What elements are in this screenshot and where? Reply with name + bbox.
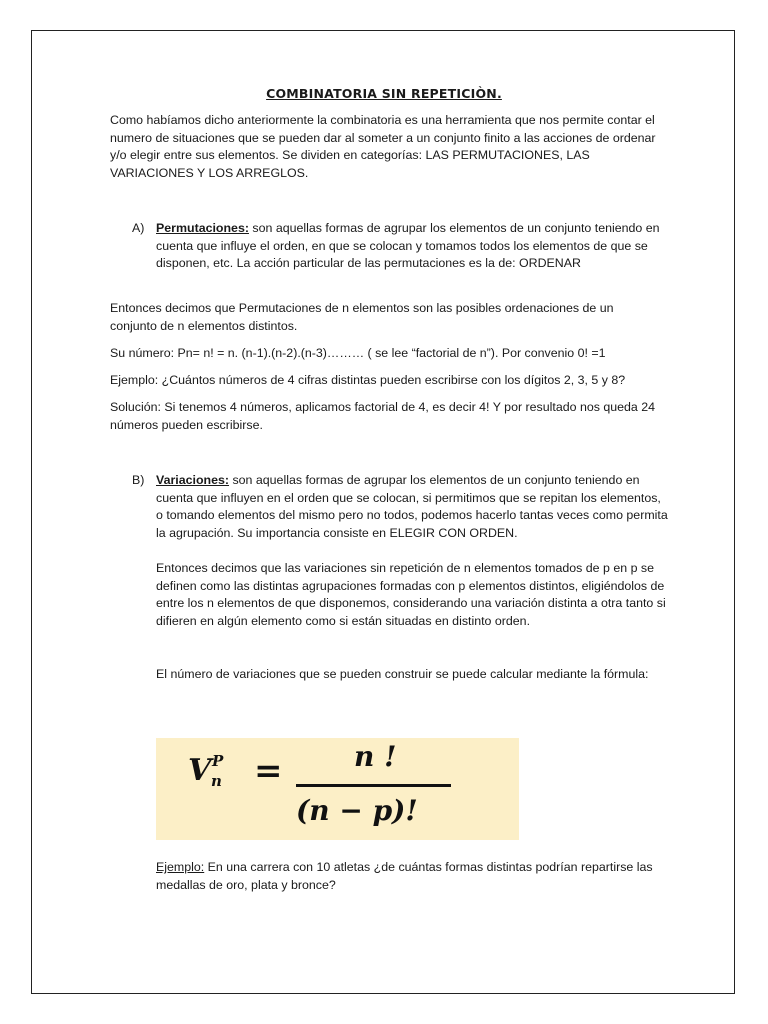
formula-subscript: n bbox=[211, 772, 222, 790]
variation-formula bbox=[156, 738, 519, 840]
section-b-text: son aquellas formas de agrupar los elementos de un conjunto teniendo en cuenta que influyen en el orden que se colocan, si permitimos que se repitan los elementos, o tomando elementos del mismo pero no todos, podemos hacerlo tantas veces como permita la agrupación. Su importancia consiste en ELEGIR CON ORDEN. bbox=[156, 473, 668, 540]
section-a-term: Permutaciones: bbox=[156, 221, 249, 235]
permutation-example: Ejemplo: ¿Cuántos números de 4 cifras distintas pueden escribirse con los dígitos 2, 3, 5 y 8? bbox=[110, 373, 626, 387]
section-a-marker: A) bbox=[132, 221, 145, 235]
example-label: Ejemplo: bbox=[156, 860, 205, 874]
section-a-paragraph bbox=[156, 220, 671, 273]
formula-equals: = bbox=[254, 751, 283, 791]
formula-superscript: P bbox=[212, 752, 224, 770]
section-a-text: son aquellas formas de agrupar los elementos de un conjunto teniendo en cuenta que influye el orden, en que se colocan y tomamos todos los elementos de que se disponen, etc. La acción particular de las permutaciones es la de: ORDENAR bbox=[156, 221, 660, 271]
formula-box bbox=[156, 738, 519, 840]
intro-paragraph: Como habíamos dicho anteriormente la combinatoria es una herramienta que nos permite contar el numero de situaciones que se pueden dar al someter a un conjunto finito a las acciones de ordenar y/o elegir entre sus elementos. Se dividen en categorías: LAS PERMUTACIONES, LAS VARIACIONES Y LOS ARREGLOS. bbox=[110, 113, 656, 180]
section-b-paragraph bbox=[156, 472, 671, 542]
permutation-number-line: Su número: Pn= n! = n. (n-1).(n-2).(n-3)……… ( se lee “factorial de n”). Por convenio 0! =1 bbox=[110, 346, 606, 360]
variation-definition: Entonces decimos que las variaciones sin repetición de n elementos tomados de p en p se definen como las distintas agrupaciones formadas con p elementos distintos, eligiéndolos de entre los n elementos de que disponemos, considerando una variación distinta a otra tanto si difieren en algún elemento como si están situadas en distinto orden. bbox=[156, 561, 666, 628]
permutation-solution: Solución: Si tenemos 4 números, aplicamos factorial de 4, es decir 4! Y por resultado nos queda 24 números pueden escribirse. bbox=[110, 400, 656, 432]
formula-numerator: n ! bbox=[354, 740, 397, 773]
formula-denominator: (n − p)! bbox=[296, 794, 418, 827]
section-b-marker: B) bbox=[132, 473, 145, 487]
variation-example bbox=[156, 859, 671, 894]
fraction-bar bbox=[296, 784, 451, 787]
example-text: En una carrera con 10 atletas ¿de cuántas formas distintas podrían repartirse las medallas de oro, plata y bronce? bbox=[156, 860, 653, 892]
document-title: COMBINATORIA SIN REPETICIÒN. bbox=[266, 86, 502, 101]
permutation-definition: Entonces decimos que Permutaciones de n elementos son las posibles ordenaciones de un conjunto de n elementos distintos. bbox=[110, 301, 614, 333]
section-b-term: Variaciones: bbox=[156, 473, 230, 487]
formula-intro: El número de variaciones que se pueden construir se puede calcular mediante la fórmula: bbox=[156, 667, 649, 681]
formula-lhs: V bbox=[188, 753, 212, 788]
